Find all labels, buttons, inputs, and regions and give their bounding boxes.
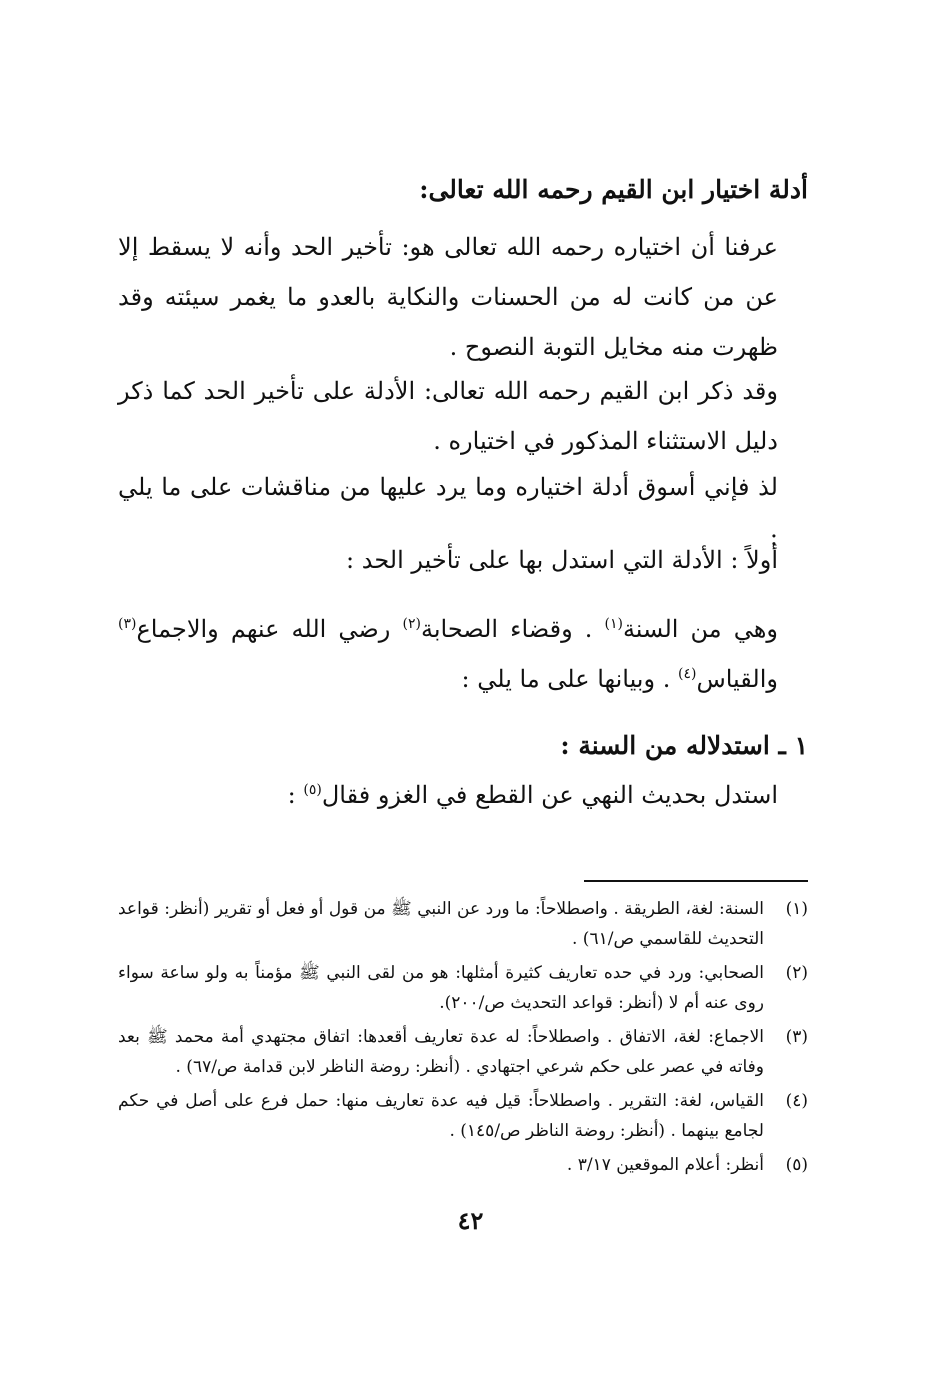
paragraph-choice: عرفنا أن اختياره رحمه الله تعالى هو: تأخير الحد وأنه لا يسقط إلا عن من كانت له من الحسنات والنكاية بالعدو ما يغمر سيئته وقد ظهرت منه مخايل التوبة النصوح . [118,233,778,361]
footnote-separator [584,880,808,882]
hadith-text: استدل بحديث النهي عن القطع في الغزو فقال [321,781,778,809]
sources-text-3: رضي الله عنهم والاجماع [136,615,403,643]
footnote-2 [118,958,808,1018]
sources-text-4: والقياس [696,665,778,693]
footnote-ref-2: (٢) [402,616,421,632]
footnote-3 [118,1022,808,1082]
subheading-sunnah: ١ ـ استدلاله من السنة : [560,731,808,760]
footnote-ref-3: (٣) [118,616,137,632]
footnote-text: السنة: لغة، الطريقة . واصطلاحاً: ما ورد عن النبي ﷺ من قول أو فعل أو تقرير (أنظر: قواعد التحديث للقاسمي ص/٦١) . [118,899,764,949]
sources-text-1: وهي من السنة [622,615,778,643]
section-heading: أدلة اختيار ابن القيم رحمه الله تعالى: [419,175,808,204]
footnote-5 [118,1150,808,1180]
footnote-4 [118,1086,808,1146]
footnote-number: (٢) [785,963,808,983]
hadith-colon: : [287,781,304,809]
footnote-text: القياس، لغة: التقرير . واصطلاحاً: قيل فيه عدة تعاريف منها: حمل فرع على أصل في حكم لجامع بينهما . (أنظر: روضة الناظر ص/١٤٥) . [118,1091,764,1141]
paragraph-method: لذ فإني أسوق أدلة اختياره وما يرد عليها من مناقشات على ما يلي : [118,473,778,551]
footnote-text: أنظر: أعلام الموقعين ٣/١٧ . [566,1155,764,1175]
footnote-text: الصحابي: ورد في حده تعاريف كثيرة أمثلها: هو من لقى النبي ﷺ مؤمناً به ولو ساعة سواء روى عنه أم لا (أنظر: قواعد التحديث ص/٢٠٠). [118,963,764,1013]
sources-text-2: . وقضاء الصحابة [420,615,605,643]
sources-text-5: . وبيانها على ما يلي : [461,665,678,693]
paragraph-first-evidence: أولاً : الأدلة التي استدل بها على تأخير الحد : [346,546,778,574]
footnote-number: (١) [785,899,808,919]
page-number: ٤٢ [457,1206,484,1235]
paragraph-sources [118,604,808,704]
paragraph-evidence-mention: وقد ذكر ابن القيم رحمه الله تعالى: الأدلة على تأخير الحد كما ذكر دليل الاستثناء المذكور في اختياره . [118,377,778,455]
footnote-number: (٤) [785,1091,808,1111]
footnote-ref-5: (٥) [303,782,322,798]
footnote-ref-1: (١) [604,616,623,632]
footnote-1 [118,894,808,954]
footnote-number: (٣) [785,1027,808,1047]
footnotes-list [118,894,808,1184]
footnote-text: الاجماع: لغة، الاتفاق . واصطلاحاً: له عدة تعاريف أقعدها: اتفاق مجتهدي أمة محمد ﷺ بعد وفاته في عصر على حكم شرعي اجتهادي . (أنظر: روضة الناظر لابن قدامة ص/٦٧) . [118,1027,764,1077]
paragraph-hadith [118,770,808,820]
footnote-ref-4: (٤) [677,666,697,682]
footnote-number: (٥) [785,1155,808,1175]
